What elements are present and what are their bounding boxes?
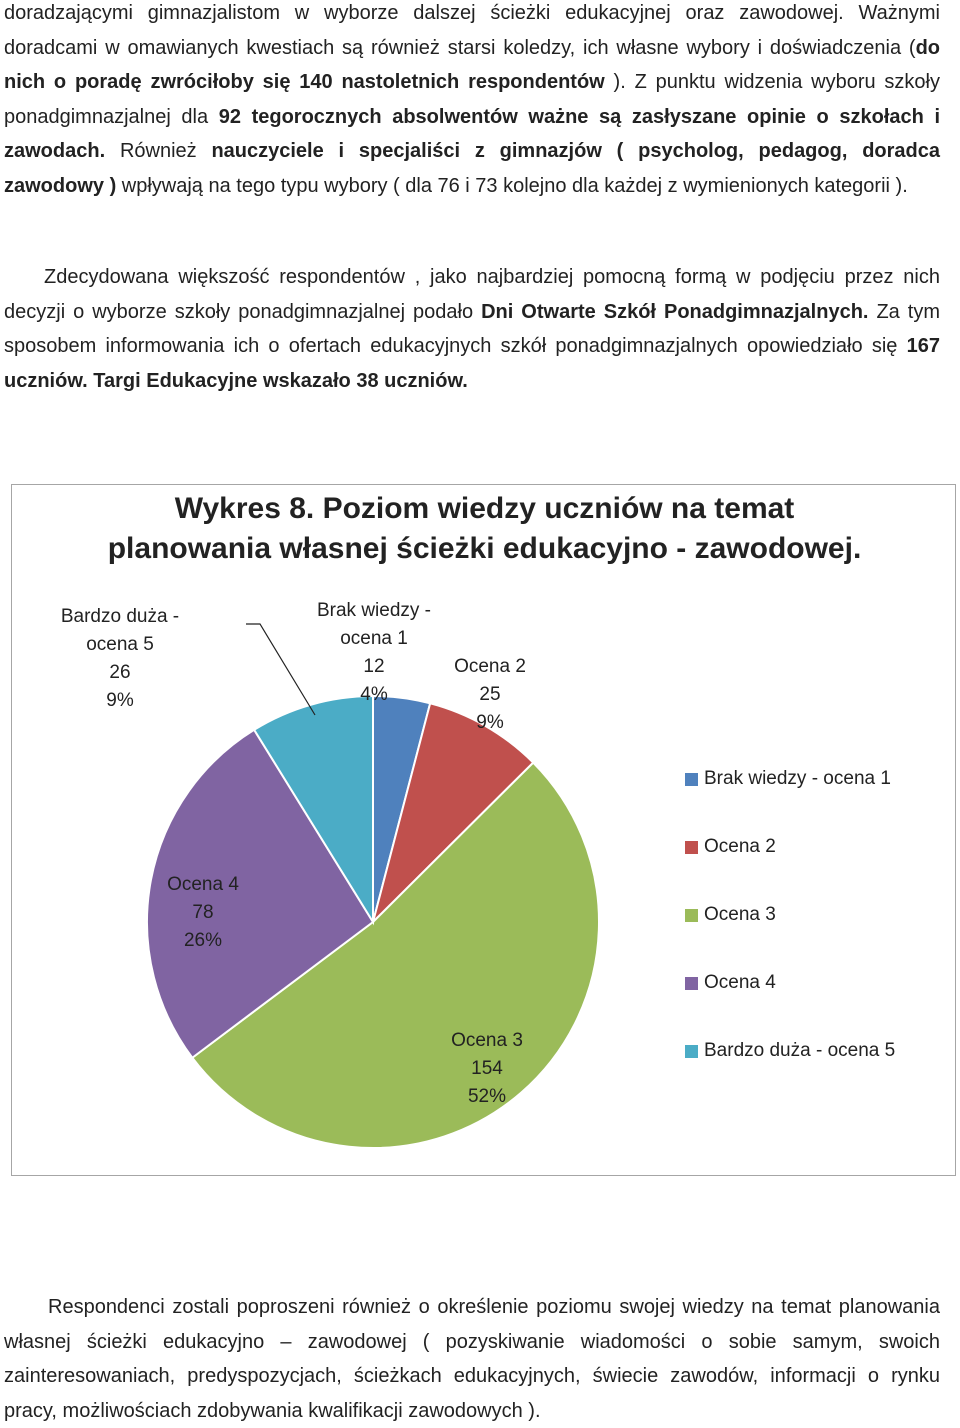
legend-swatch <box>685 1045 698 1058</box>
paragraph-3 <box>4 1290 940 1428</box>
slice-label-ocena-2: Ocena 2 25 9% <box>454 656 526 733</box>
paragraph-2 <box>4 260 940 398</box>
chart-title-line-1: Wykres 8. Poziom wiedzy uczniów na temat <box>174 492 795 525</box>
legend-label: Bardzo duża - ocena 5 <box>704 1040 896 1061</box>
legend-label: Ocena 4 <box>704 972 776 993</box>
text-run: Również <box>105 140 212 162</box>
slice-label-ocena-1: Brak wiedzy - ocena 1 12 4% <box>316 600 432 705</box>
pie-chart <box>11 484 956 1176</box>
text-run: doradzającymi gimnazjalistom w wyborze dalszej ścieżki edukacyjnej oraz zawodowej. Ważnymi doradcami w omawianych kwestiach są również starsi koledzy, ich własne wybory i doświadczenia ( <box>4 2 940 59</box>
slice-label-ocena-4: Ocena 4 78 26% <box>167 874 239 951</box>
legend-item-ocena-5 <box>685 1037 895 1065</box>
legend-item-ocena-4 <box>685 969 776 997</box>
slice-label-ocena-5: Bardzo duża - ocena 5 26 9% <box>60 606 180 711</box>
legend-label: Brak wiedzy - ocena 1 <box>704 768 891 789</box>
text-run: wpływają na tego typu wybory ( dla 76 i 73 kolejno dla każdej z wymienionych kategorii ). <box>116 174 908 197</box>
legend-swatch <box>685 773 698 786</box>
bold-text-run: nauczyciele i specjaliści z gimnazjów ( psycholog, pedagog, doradca zawodowy ) <box>4 140 940 197</box>
bold-text-run: 167 uczniów. Targi Edukacyjne wskazało 38 uczniów. <box>4 335 940 392</box>
legend-item-ocena-2 <box>685 833 776 861</box>
paragraph-1 <box>4 0 940 203</box>
chart-title-line-2: planowania własnej ścieżki edukacyjno - zawodowej. <box>107 532 862 565</box>
legend-swatch <box>685 977 698 990</box>
text-run: Zdecydowana większość respondentów , jako najbardziej pomocną formą w podjęciu przez nich decyzji o wyborze szkoły ponadgimnazjalnej podało <box>4 266 940 323</box>
legend-label: Ocena 2 <box>704 836 776 857</box>
text-run: Za tym sposobem informowania ich o ofertach edukacyjnych szkół ponadgimnazjalnych opowiedziało się <box>4 300 941 357</box>
legend-label: Ocena 3 <box>704 904 776 925</box>
text-run: Respondenci zostali poproszeni również o określenie poziomu swojej wiedzy na temat planowania własnej ścieżki edukacyjno – zawodowej ( pozyskiwanie wiadomości o sobie samym, swoich zainteresowaniach, predyspozycjach, ścieżkach edukacyjnych, świecie zawodów, informacji o rynku pracy, możliwościach zdobywania kwalifikacji zawodowych ). <box>4 1296 940 1422</box>
legend-swatch <box>685 909 698 922</box>
bold-text-run: do nich o poradę zwróciłoby się 140 nastoletnich respondentów <box>4 36 940 93</box>
text-run: ). Z punktu widzenia wyboru szkoły ponadgimnazjalnej dla <box>4 71 940 128</box>
bold-text-run: Dni Otwarte Szkół Ponadgimnazjalnych. <box>481 300 869 323</box>
legend-item-ocena-1 <box>685 765 891 793</box>
legend-item-ocena-3 <box>685 901 776 929</box>
legend-swatch <box>685 841 698 854</box>
slice-label-ocena-3: Ocena 3 154 52% <box>451 1030 523 1107</box>
bold-text-run: 92 tegorocznych absolwentów ważne są zasłyszane opinie o szkołach i zawodach. <box>4 105 941 162</box>
